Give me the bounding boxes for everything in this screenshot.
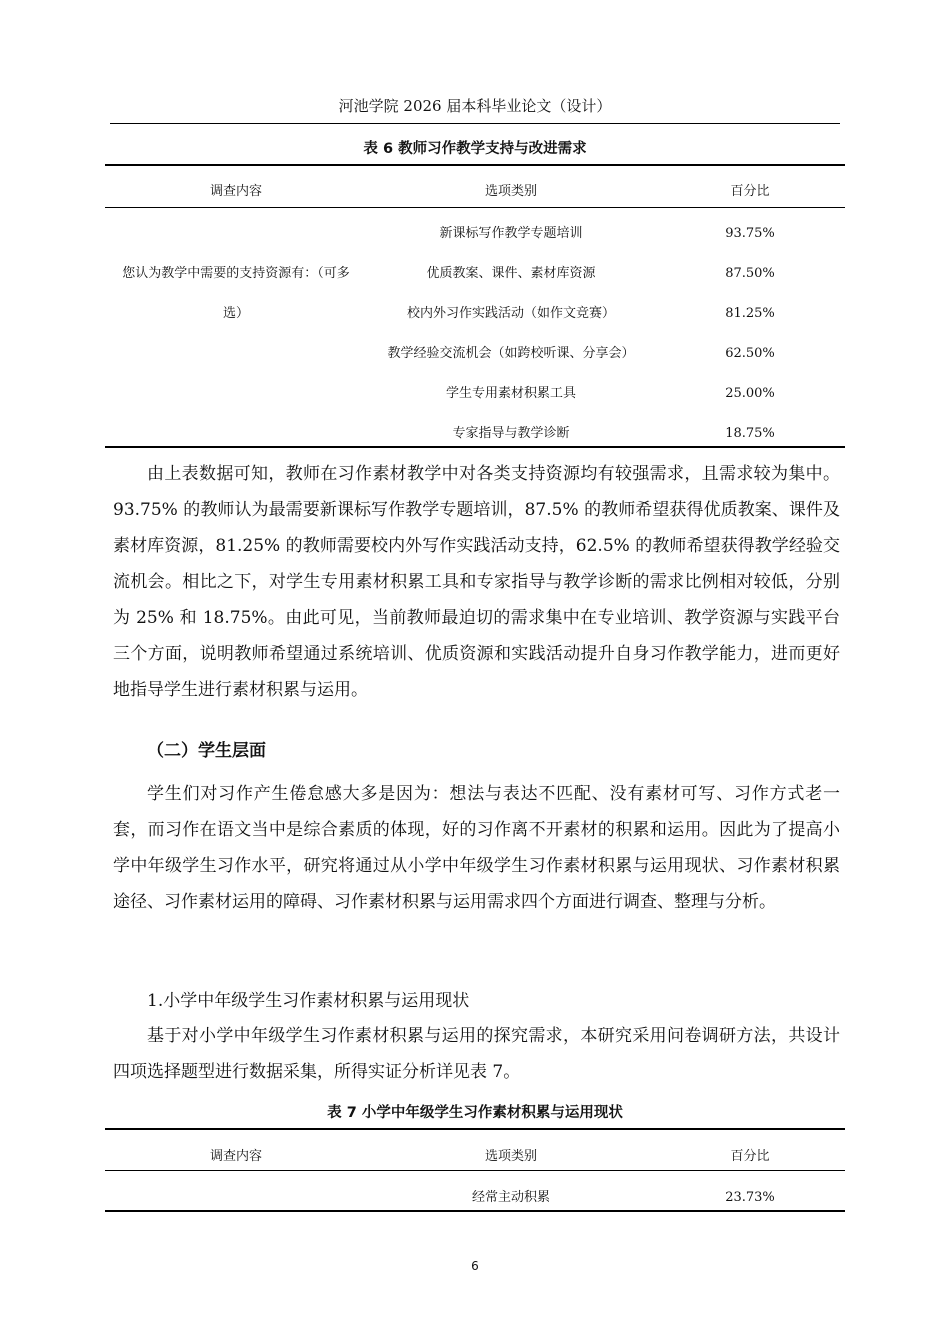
table6-percent: 81.25% [725, 306, 775, 321]
table6-option: 新课标写作教学专题培训 [439, 226, 583, 241]
table6-option: 优质教案、课件、素材库资源 [426, 266, 596, 281]
table7-caption: 表 7 小学中年级学生习作素材积累与运用现状 [327, 1105, 623, 1121]
table6-option: 校内外习作实践活动（如作文竞赛） [406, 306, 615, 321]
header-rule [110, 123, 840, 124]
table7-col-header: 调查内容 [209, 1149, 262, 1164]
table6-option: 教学经验交流机会（如跨校听课、分享会） [387, 346, 635, 361]
running-header: 河池学院 2026 届本科毕业论文（设计） [338, 97, 612, 115]
table6-col-header: 调查内容 [209, 184, 262, 199]
table7-bottom-rule [105, 1210, 845, 1212]
table7-option: 经常主动积累 [471, 1190, 550, 1205]
table6-header-rule [105, 207, 845, 208]
table6-percent: 93.75% [725, 226, 775, 241]
table6-col-header: 选项类别 [484, 184, 537, 199]
table6-option: 专家指导与教学诊断 [452, 426, 570, 441]
table6-top-rule [105, 164, 845, 166]
table6-percent: 62.50% [725, 346, 775, 361]
table6-percent: 25.00% [725, 386, 775, 401]
table6-option: 学生专用素材积累工具 [445, 386, 576, 401]
table7-col-header: 选项类别 [484, 1149, 537, 1164]
table6-col-header: 百分比 [730, 184, 770, 199]
table7-top-rule [105, 1128, 845, 1130]
paragraph: 学生们对习作产生倦怠感大多是因为：想法与表达不匹配、没有素材可写、习作方式老一套，而习作在语文当中是综合素质的体现，好的习作离不开素材的积累和运用。因此为了提高小学中年级学生习作水平，研究将通过从小学中年级学生习作素材积累与运用现状、习作素材积累途径、习作素材运用的障碍、习作素材积累与运用需求四个方面进行调查、整理与分析。 [113, 784, 840, 912]
table6-caption: 表 6 教师习作教学支持与改进需求 [363, 141, 587, 157]
table6-percent: 87.50% [725, 266, 775, 281]
table6-question-cell [105, 254, 367, 334]
table7-col-header: 百分比 [730, 1149, 770, 1164]
subsection-heading: 1.小学中年级学生习作素材积累与运用现状 [147, 991, 470, 1011]
table7-header-rule [105, 1170, 845, 1171]
page-number: 6 [471, 1259, 479, 1273]
paragraph: 由上表数据可知，教师在习作素材教学中对各类支持资源均有较强需求，且需求较为集中。93.75% 的教师认为最需要新课标写作教学专题培训，87.5% 的教师希望获得优质教案、课件及素材库资源，81.25% 的教师需要校内外写作实践活动支持，62.5% 的教师希望获得教学经验交流机会。相比之下，对学生专用素材积累工具和专家指导与教学诊断的需求比例相对较低，分别为 25% 和 18.75%。由此可见，当前教师最迫切的需求集中在专业培训、教学资源与实践平台三个方面，说明教师希望通过系统培训、优质资源和实践活动提升自身习作教学能力，进而更好地指导学生进行素材积累与运用。 [113, 464, 840, 700]
table6-percent: 18.75% [725, 426, 775, 441]
table7-percent: 23.73% [725, 1190, 775, 1205]
paragraph: 基于对小学中年级学生习作素材积累与运用的探究需求，本研究采用问卷调研方法，共设计四项选择题型进行数据采集，所得实证分析详见表 7。 [113, 1026, 840, 1082]
table6-question: 您认为教学中需要的支持资源有：（可多选） [122, 266, 350, 321]
table6-bottom-rule [105, 446, 845, 448]
section-heading: （二）学生层面 [147, 741, 266, 761]
